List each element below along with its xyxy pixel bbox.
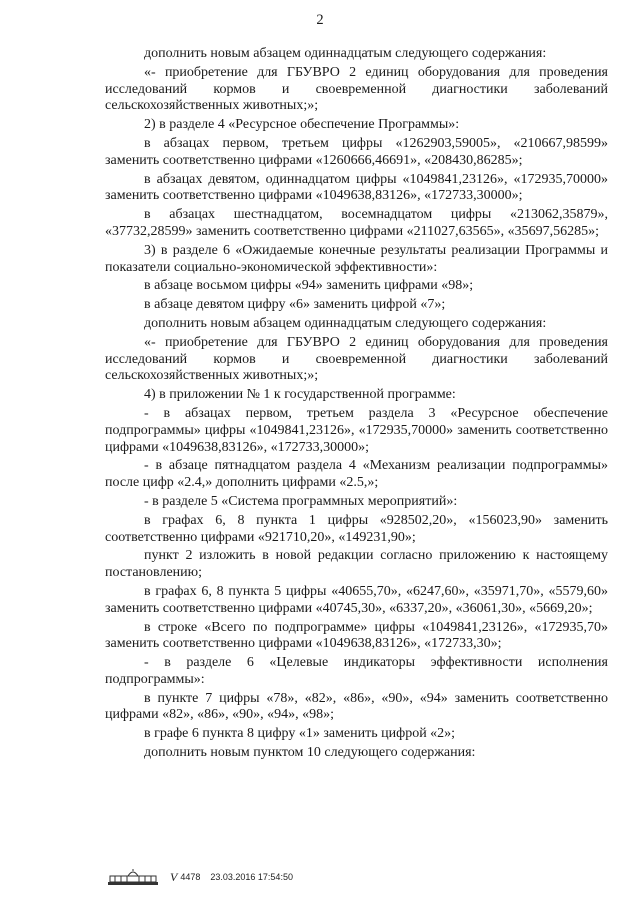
page-number: 2	[316, 12, 324, 28]
paragraph: 2) в разделе 4 «Ресурсное обеспечение Программы»:	[144, 117, 460, 133]
paragraph: в графах 6, 8 пункта 5 цифры «40655,70», «6247,60», «35971,70», «5579,60» заменить соответственно цифрами «40745,30», «6337,20», «36061,30», «5669,20»;	[105, 583, 608, 616]
paragraph: - в абзацах первом, третьем раздела 3 «Ресурсное обеспечение подпрограммы» цифры «1049841,23126», «172935,70000» заменить соответственно цифрами «1049638,83126», «172733,30000»;	[105, 405, 608, 455]
paragraph: - в абзаце пятнадцатом раздела 4 «Механизм реализации подпрограммы» после цифр «2.4,» дополнить цифрами «2.5,»;	[105, 458, 608, 491]
paragraph: «- приобретение для ГБУВРО 2 единиц оборудования для проведения исследований кормов и своевременной диагностики заболеваний сельскохозяйственных животных;»;	[105, 334, 608, 384]
paragraph: дополнить новым абзацем одиннадцатым следующего содержания:	[144, 46, 547, 61]
paragraph: в строке «Всего по подпрограмме» цифры «1049841,23126», «172935,70» заменить соответственно цифрами «1049638,83126», «172733,30»;	[105, 619, 608, 652]
building-logo-icon	[106, 868, 160, 886]
document-body	[105, 46, 608, 762]
paragraph: дополнить новым абзацем одиннадцатым следующего содержания:	[144, 315, 547, 331]
document-timestamp: 23.03.2016 17:54:50	[210, 872, 293, 882]
document-footer	[106, 868, 293, 886]
paragraph: пункт 2 изложить в новой редакции согласно приложению к настоящему постановлению;	[105, 548, 608, 581]
paragraph: дополнить новым пунктом 10 следующего содержания:	[144, 745, 476, 761]
paragraph: в абзацах девятом, одиннадцатом цифры «1049841,23126», «172935,70000» заменить соответственно цифрами «1049638,83126», «172733,30000»;	[105, 171, 608, 204]
paragraph: 3) в разделе 6 «Ожидаемые конечные результаты реализации Программы и показатели социально-экономической эффективности»:	[105, 242, 608, 275]
document-number: 4478	[180, 872, 201, 882]
paragraph: - в разделе 6 «Целевые индикаторы эффективности исполнения подпрограммы»:	[105, 655, 608, 687]
paragraph: в пункте 7 цифры «78», «82», «86», «90», «94» заменить соответственно цифрами «82», «86», «90», «94», «98»;	[105, 690, 608, 723]
paragraph: - в разделе 5 «Система программных мероприятий»:	[144, 493, 458, 509]
document-symbol: V	[170, 869, 178, 884]
paragraph: в абзацах первом, третьем цифры «1262903,59005», «210667,98599» заменить соответственно цифрами «1260666,46691», «208430,86285»;	[105, 135, 608, 168]
paragraph: 4) в приложении № 1 к государственной программе:	[144, 387, 456, 403]
paragraph: в графе 6 пункта 8 цифру «1» заменить цифрой «2»;	[144, 726, 456, 742]
paragraph: в абзаце восьмом цифры «94» заменить цифрами «98»;	[144, 278, 474, 294]
paragraph: «- приобретение для ГБУВРО 2 единиц оборудования для проведения исследований кормов и своевременной диагностики заболеваний сельскохозяйственных животных;»;	[105, 64, 608, 114]
paragraph: в графах 6, 8 пункта 1 цифры «928502,20», «156023,90» заменить соответственно цифрами «921710,20», «149231,90»;	[105, 512, 608, 545]
paragraph: в абзацах шестнадцатом, восемнадцатом цифры «213062,35879», «37732,28599» заменить соответственно цифрами «211027,63565», «35697,56285»;	[105, 207, 608, 239]
paragraph: в абзаце девятом цифру «6» заменить цифрой «7»;	[144, 297, 446, 313]
